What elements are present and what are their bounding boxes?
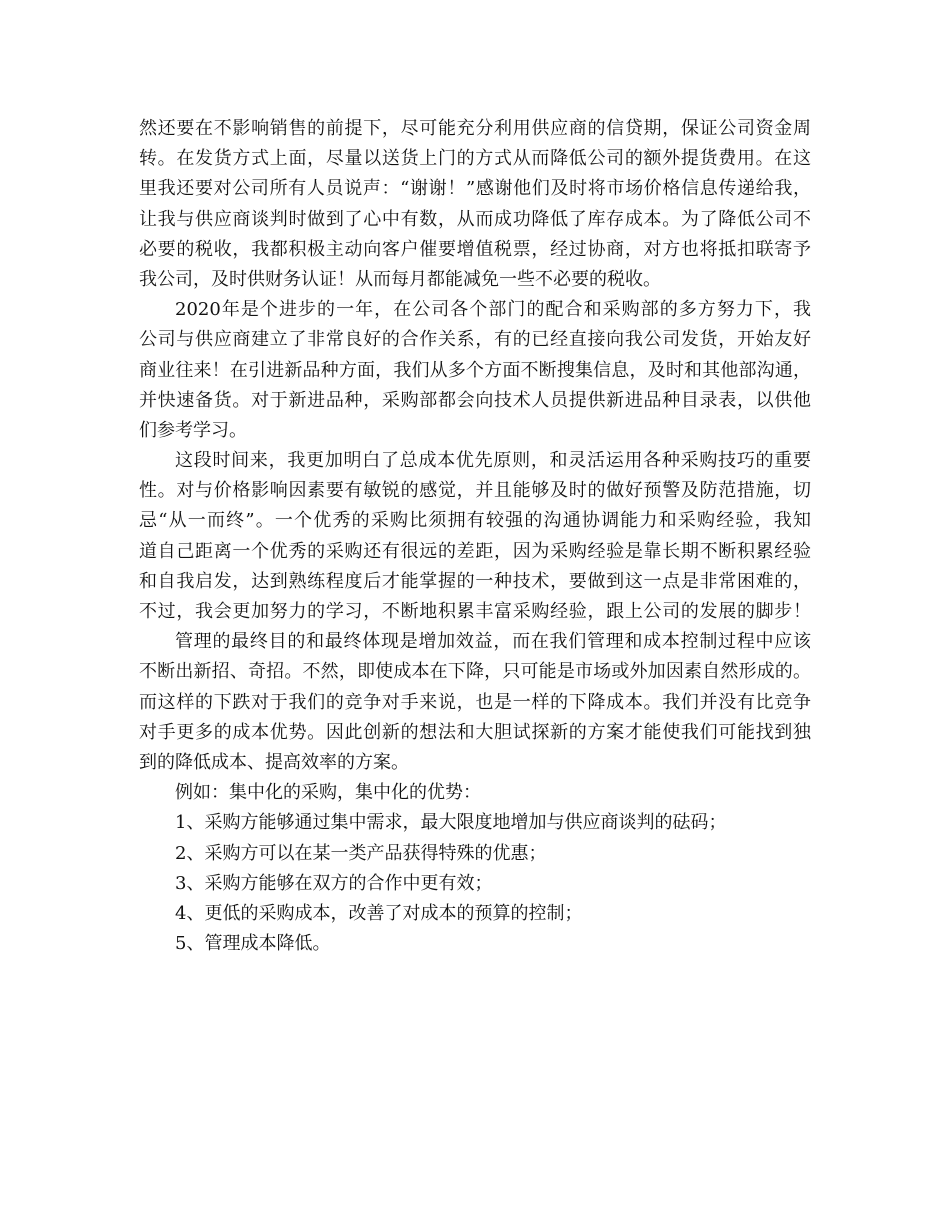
text-line: 到的降低成本、提高效率的方案。: [139, 751, 409, 773]
text-line: 忌“从一而终”。一个优秀的采购比须拥有较强的沟通协调能力和采购经验，我知: [139, 510, 811, 532]
text-line: 们参考学习。: [139, 419, 247, 441]
text-line: 我公司，及时供财务认证！从而每月都能减免一些不必要的税收。: [139, 268, 661, 290]
text-line: 转。在发货方式上面，尽量以送货上门的方式从而降低公司的额外提货费用。在这: [139, 148, 811, 170]
text-line: 2、采购方可以在某一类产品获得特殊的优惠；: [175, 842, 547, 864]
text-line: 并快速备货。对于新进品种，采购部都会向技术人员提供新进品种目录表，以供他: [139, 389, 811, 411]
text-line: 不断出新招、奇招。不然，即使成本在下降，只可能是市场或外加因素自然形成的。: [139, 661, 811, 683]
text-line: 3、采购方能够在双方的合作中更有效；: [175, 872, 493, 894]
document-body: [139, 114, 811, 959]
text-line: 商业往来！在引进新品种方面，我们从多个方面不断搜集信息，及时和其他部沟通，: [139, 359, 811, 381]
text-line: 4、更低的采购成本，改善了对成本的预算的控制；: [175, 902, 583, 924]
text-line: 对手更多的成本优势。因此创新的想法和大胆试探新的方案才能使我们可能找到独: [139, 721, 811, 743]
text-line: 性。对与价格影响因素要有敏锐的感觉，并且能够及时的做好预警及防范措施，切: [139, 480, 811, 502]
text-line: 5、管理成本降低。: [175, 933, 331, 955]
text-line: 这段时间来，我更加明白了总成本优先原则，和灵活运用各种采购技巧的重要: [175, 450, 811, 472]
text-line: 让我与供应商谈判时做到了心中有数，从而成功降低了库存成本。为了降低公司不: [139, 208, 811, 230]
text-line: 道自己距离一个优秀的采购还有很远的差距，因为采购经验是靠长期不断积累经验: [139, 540, 811, 562]
text-line: 公司与供应商建立了非常良好的合作关系，有的已经直接向我公司发货，开始友好: [139, 329, 811, 351]
text-line: 里我还要对公司所有人员说声：“谢谢！”感谢他们及时将市场价格信息传递给我，: [139, 178, 811, 200]
text-line: 2020年是个进步的一年，在公司各个部门的配合和采购部的多方努力下，我: [175, 299, 811, 321]
text-line: 管理的最终目的和最终体现是增加效益，而在我们管理和成本控制过程中应该: [175, 631, 811, 653]
text-line: 不过，我会更加努力的学习，不断地积累丰富采购经验，跟上公司的发展的脚步！: [139, 601, 811, 622]
text-line: 而这样的下跌对于我们的竞争对手来说，也是一样的下降成本。我们并没有比竞争: [139, 691, 811, 713]
text-line: 必要的税收，我都积极主动向客户催要增值税票，经过协商，对方也将抵扣联寄予: [139, 238, 811, 260]
text-line: 例如：集中化的采购，集中化的优势：: [175, 782, 481, 804]
text-line: 1、采购方能够通过集中需求，最大限度地增加与供应商谈判的砝码；: [175, 812, 727, 834]
text-line: 然还要在不影响销售的前提下，尽可能充分利用供应商的信贷期，保证公司资金周: [139, 118, 811, 139]
text-line: 和自我启发，达到熟练程度后才能掌握的一种技术，要做到这一点是非常困难的，: [139, 570, 811, 592]
